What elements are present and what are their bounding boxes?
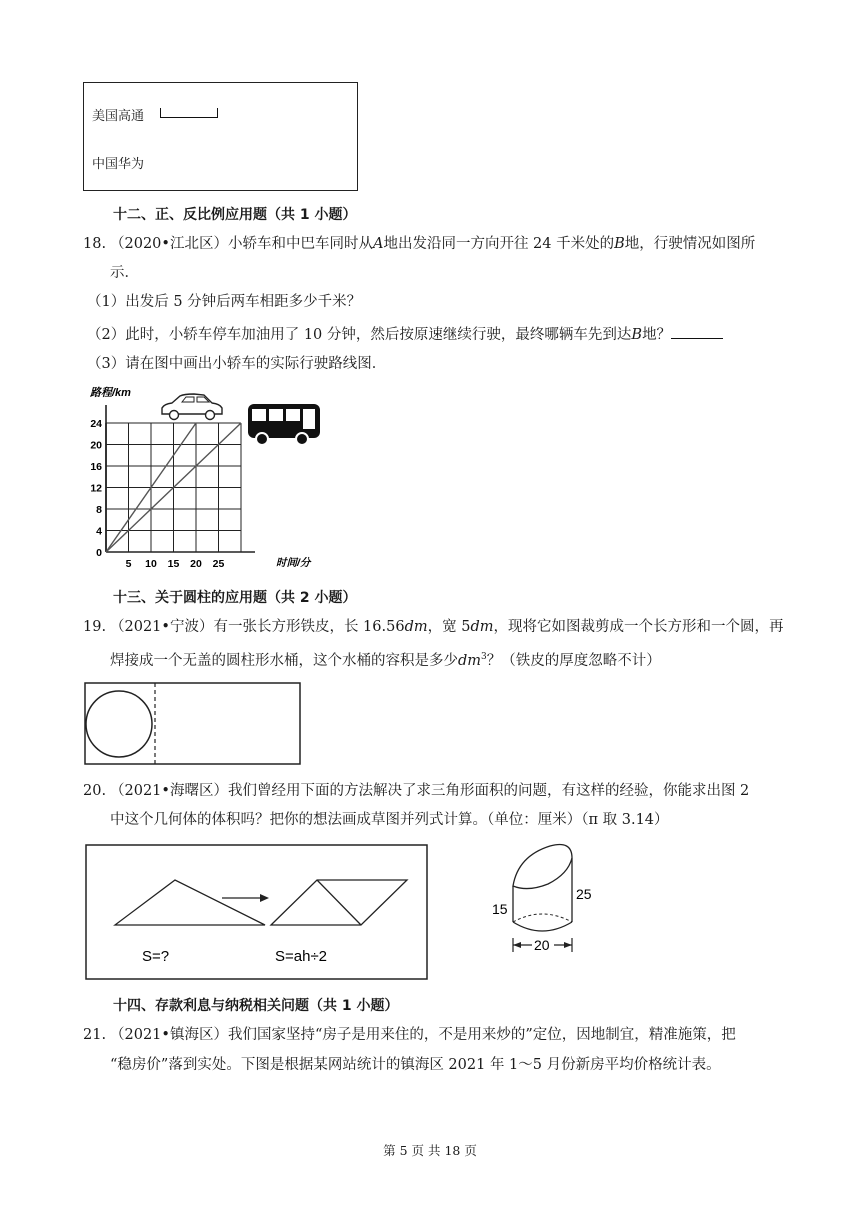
page-footer: 第 5 页 共 18 页 [383, 1143, 477, 1158]
question-20-line2: 中这个几何体的体积吗？把你的想法画成草图并列式计算。（单位：厘米）（π 取 3.14） [110, 812, 669, 828]
triangle-area-figure [85, 844, 429, 981]
question-18-line2: 示． [110, 265, 139, 281]
comparison-box [83, 82, 358, 191]
x-tick-label: 25 [212, 558, 225, 570]
question-20-line1: （2021•海曙区）我们曾经用下面的方法解决了求三角形面积的问题，有这样的经验，你能求出图 2 [110, 783, 750, 799]
x-tick-label: 10 [145, 558, 157, 570]
question-19-number: 19. [83, 619, 107, 635]
question-19-line2: 焊接成一个无盖的圆柱形水桶，这个水桶的容积是多少$dm^3$？（铁皮的厚度忽略不计） [110, 652, 661, 669]
y-tick-label: 24 [90, 418, 102, 430]
question-20-number: 20. [83, 783, 107, 799]
section-heading-13: 十三、关于圆柱的应用题（共 2 小题） [113, 590, 357, 606]
section-heading-14: 十四、存款利息与纳税相关问题（共 1 小题） [113, 998, 399, 1014]
question-21-line2: “稳房价”落到实处。下图是根据某网站统计的镇海区 2021 年 1～5 月份新房平均价格统计表。 [110, 1057, 721, 1073]
x-tick-label: 15 [167, 558, 180, 570]
question-19-line1: （2021•宁波）有一张长方形铁皮，长 16.56dm，宽 5dm，现将它如图裁剪成一个长方形和一个圆，再 [110, 619, 784, 635]
question-21-number: 21. [83, 1027, 107, 1043]
dimension-15: 15 [492, 901, 508, 917]
car-icon [162, 394, 222, 420]
question-18-sub1: （1）出发后 5 分钟后两车相距多少千米？ [87, 294, 362, 310]
y-tick-label: 0 [96, 547, 102, 559]
question-18-source: （2020•江北区） [110, 236, 228, 252]
bar-qualcomm [160, 108, 218, 118]
row-label-qualcomm: 美国高通 [92, 109, 145, 124]
y-tick-label: 8 [96, 504, 102, 516]
dimension-25: 25 [576, 886, 592, 902]
x-tick-label: 5 [125, 558, 132, 570]
iron-sheet-figure [84, 682, 302, 766]
cut-cylinder-figure [488, 838, 600, 966]
question-18-sub3: （3）请在图中画出小轿车的实际行驶路线图． [87, 356, 387, 372]
y-tick-label: 16 [90, 461, 102, 473]
formula-s1: S=? [142, 948, 170, 965]
distance-time-chart [88, 380, 338, 575]
question-18-number: 18. [83, 236, 107, 252]
question-18-line1: （2020•江北区）小轿车和中巴车同时从A地出发沿同一方向开往 24 千米处的B地，行驶情况如图所 [110, 236, 756, 252]
y-axis-label: 路程/km [90, 387, 131, 399]
x-axis-label: 时间/分 [276, 557, 311, 569]
answer-blank[interactable] [671, 338, 723, 339]
x-tick-label: 20 [190, 558, 202, 570]
y-tick-label: 12 [90, 482, 102, 495]
dimension-20: 20 [534, 937, 550, 953]
formula-s2: S=ah÷2 [275, 948, 328, 965]
section-heading-12: 十二、正、反比例应用题（共 1 小题） [113, 207, 357, 223]
y-tick-label: 20 [90, 439, 102, 452]
y-tick-label: 4 [96, 525, 102, 538]
bus-icon [248, 404, 320, 445]
question-18-sub2: （2）此时，小轿车停车加油用了 10 分钟，然后按原速继续行驶，最终哪辆车先到达B地？ [87, 325, 723, 345]
question-21-line1: （2021•镇海区）我们国家坚持“房子是用来住的，不是用来炒的”定位，因地制宜，精准施策，把 [110, 1027, 736, 1043]
row-label-huawei: 中国华为 [92, 157, 145, 172]
